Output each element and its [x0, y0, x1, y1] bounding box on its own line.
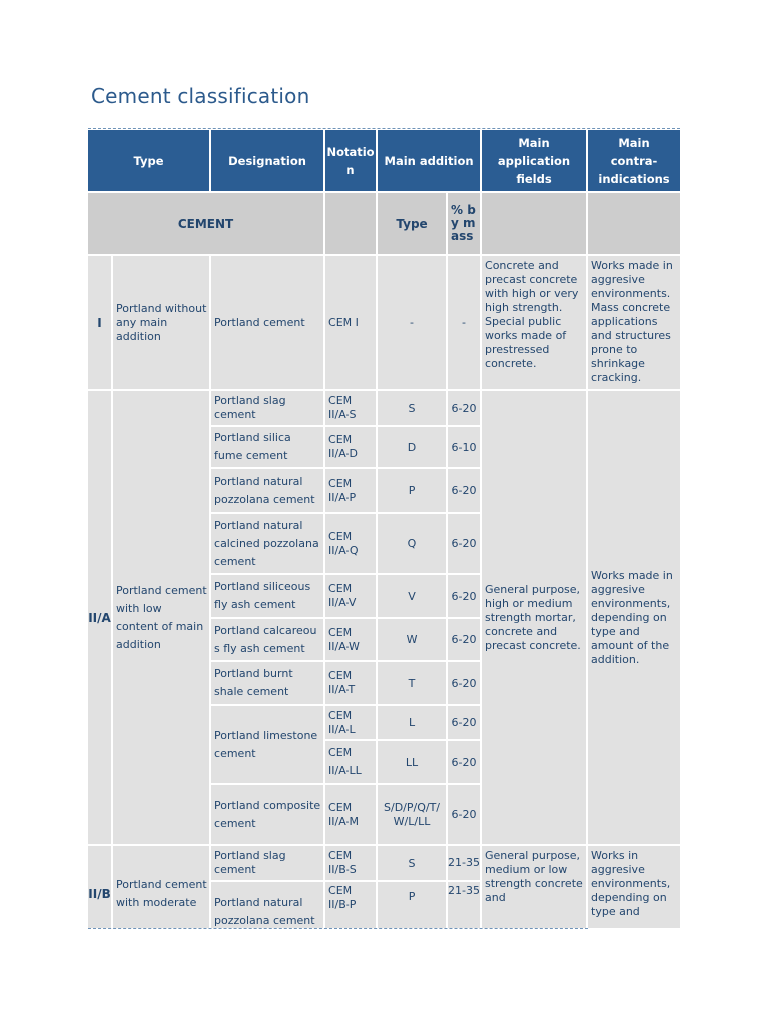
row-notation: CEM II/A-D	[325, 427, 376, 467]
row-designation: Portland natural calcined pozzolana cement	[211, 514, 323, 573]
row-addition-type: T	[378, 662, 446, 704]
row-notation: CEM II/B-P	[325, 882, 376, 928]
row-pct: 6-20	[448, 469, 480, 512]
header-notation: Notation	[325, 130, 376, 191]
row-notation: CEM II/A-P	[325, 469, 376, 512]
header-main-addition: Main addition	[378, 130, 480, 191]
row-notation: CEM II/B-S	[325, 846, 376, 880]
row-pct: 21-35	[448, 846, 480, 880]
row-designation: Portland slag cement	[211, 391, 323, 425]
subheader-pct: % by mass	[448, 193, 480, 254]
group-type: Portland cement with low content of main addition	[113, 391, 209, 844]
row-addition-type: LL	[378, 741, 446, 783]
row-pct: 21-35	[448, 882, 480, 928]
row-notation: CEM II/A-L	[325, 706, 376, 739]
row-code: I	[88, 256, 111, 389]
row-addition-type: -	[378, 256, 446, 389]
row-pct: 6-20	[448, 514, 480, 573]
row-addition-type: Q	[378, 514, 446, 573]
row-designation: Portland natural pozzolana cement	[211, 882, 323, 928]
group-code: II/A	[88, 391, 111, 844]
row-type: Portland without any main addition	[113, 256, 209, 389]
group-code: II/B	[88, 846, 111, 928]
row-pct: 6-10	[448, 427, 480, 467]
header-row	[88, 130, 680, 191]
row-pct: 6-20	[448, 785, 480, 844]
row-notation: CEM II/A-V	[325, 575, 376, 617]
subheader-empty-notation	[325, 193, 376, 254]
row-pct: 6-20	[448, 706, 480, 739]
group-application: General purpose, medium or low strength concrete and	[482, 846, 586, 928]
header-application: Main application fields	[482, 130, 586, 191]
row-addition-type: S	[378, 391, 446, 425]
top-divider	[88, 128, 680, 129]
row-pct: 6-20	[448, 741, 480, 783]
row-designation: Portland cement	[211, 256, 323, 389]
subheader-empty-application	[482, 193, 586, 254]
row-addition-type: P	[378, 882, 446, 928]
bottom-divider	[88, 928, 588, 929]
table-row-cem-i	[88, 256, 680, 389]
row-designation: Portland burnt shale cement	[211, 662, 323, 704]
row-addition-type: S/D/P/Q/T/W/L/LL	[378, 785, 446, 844]
row-contra: Works made in aggresive environments. Mass concrete applications and structures prone to shrinkage cracking.	[588, 256, 680, 389]
row-pct: 6-20	[448, 619, 480, 660]
header-contra: Main contra-indications	[588, 130, 680, 191]
classification-table-wrapper	[88, 130, 680, 928]
subheader-type: Type	[378, 193, 446, 254]
row-designation: Portland natural pozzolana cement	[211, 469, 323, 512]
row-notation: CEM II/A-LL	[325, 741, 376, 783]
table-row	[88, 846, 680, 880]
group-type: Portland cement with moderate	[113, 846, 209, 928]
row-notation: CEM II/A-S	[325, 391, 376, 425]
page-title: Cement classification	[91, 84, 310, 108]
row-designation: Portland silica fume cement	[211, 427, 323, 467]
row-designation: Portland limestone cement	[211, 706, 323, 783]
row-notation: CEM I	[325, 256, 376, 389]
row-pct: 6-20	[448, 575, 480, 617]
cement-classification-table	[88, 130, 680, 928]
row-notation: CEM II/A-T	[325, 662, 376, 704]
row-pct: 6-20	[448, 662, 480, 704]
group-contra: Works made in aggresive environments, depending on type and amount of the addition.	[588, 391, 680, 844]
row-addition-type: W	[378, 619, 446, 660]
row-addition-type: S	[378, 846, 446, 880]
header-designation: Designation	[211, 130, 323, 191]
row-notation: CEM II/A-W	[325, 619, 376, 660]
row-designation: Portland calcareous fly ash cement	[211, 619, 323, 660]
group-application: General purpose, high or medium strength mortar, concrete and precast concrete.	[482, 391, 586, 844]
row-addition-type: P	[378, 469, 446, 512]
table-row	[88, 391, 680, 425]
row-addition-type: L	[378, 706, 446, 739]
row-designation: Portland siliceous fly ash cement	[211, 575, 323, 617]
row-pct: -	[448, 256, 480, 389]
row-addition-type: V	[378, 575, 446, 617]
row-designation: Portland slag cement	[211, 846, 323, 880]
subheader-empty-contra	[588, 193, 680, 254]
row-notation: CEM II/A-M	[325, 785, 376, 844]
group-contra: Works in aggresive environments, depending on type and	[588, 846, 680, 928]
row-pct: 6-20	[448, 391, 480, 425]
row-addition-type: D	[378, 427, 446, 467]
subheader-row	[88, 193, 680, 254]
row-application: Concrete and precast concrete with high or very high strength. Special public works made of prestressed concrete.	[482, 256, 586, 389]
header-type: Type	[88, 130, 209, 191]
subheader-cement: CEMENT	[88, 193, 323, 254]
row-notation: CEM II/A-Q	[325, 514, 376, 573]
row-designation: Portland composite cement	[211, 785, 323, 844]
